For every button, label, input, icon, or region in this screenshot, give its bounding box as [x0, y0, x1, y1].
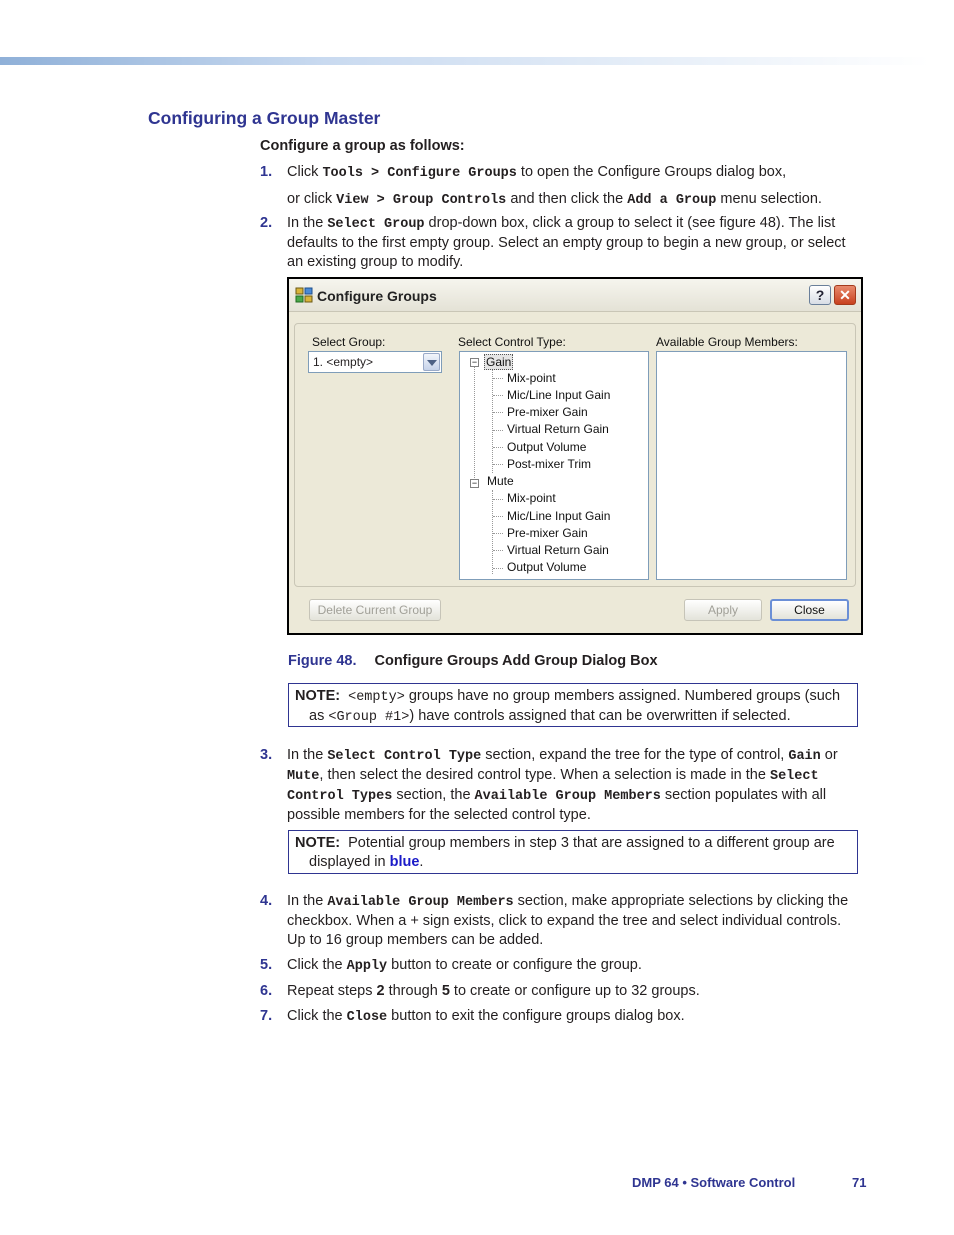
tree-branch: [493, 533, 503, 534]
figure-caption: [288, 653, 658, 669]
tree-node[interactable]: Pre-mixer Gain: [507, 526, 588, 540]
step-text: section, make appropriate selections by clicking the checkbox. When a + sign exists, click to expand the tree and select individual controls. Up to 16 group members can be added.: [287, 893, 849, 948]
tree-node[interactable]: Output Volume: [507, 560, 587, 574]
dialog-title: Configure Groups: [317, 288, 437, 304]
chevron-down-icon[interactable]: [423, 353, 440, 371]
menu-item: Add a Group: [627, 193, 717, 208]
step-number: 6.: [260, 983, 273, 999]
step-text: button to exit the configure groups dialog box.: [387, 1008, 685, 1024]
tree-node[interactable]: Mic/Line Input Gain: [507, 509, 611, 523]
tree-branch: [493, 395, 503, 396]
step-text: In the: [287, 893, 328, 909]
tree-branch: [493, 378, 503, 379]
select-group-dropdown[interactable]: [308, 351, 442, 373]
step-number: 7.: [260, 1008, 273, 1024]
step-text: to create or configure up to 32 groups.: [449, 983, 700, 999]
step-number: 1.: [260, 164, 273, 180]
step-6: [260, 982, 860, 1001]
step-text: to open the Configure Groups dialog box,: [516, 164, 787, 180]
step-2: [260, 214, 860, 272]
step-text: section, the: [392, 787, 475, 803]
step-text: and then click the: [506, 191, 628, 207]
figure-label: Figure 48.: [288, 653, 357, 669]
step-text: Click the: [287, 957, 347, 973]
blue-text: blue: [389, 854, 420, 870]
note-box-2: [288, 830, 858, 874]
tree-node[interactable]: Mix-point: [507, 371, 556, 385]
control-type-label: Select Control Type:: [458, 335, 566, 349]
step-text: Repeat steps: [287, 983, 377, 999]
step-text: or: [820, 747, 838, 763]
tree-branch: [493, 516, 503, 517]
note-text: groups have no group members assigned. Numbered groups (such as: [309, 688, 841, 724]
note-text: ) have controls assigned that can be overwritten if selected.: [409, 708, 791, 724]
close-window-button[interactable]: ✕: [834, 285, 856, 305]
note-text: .: [419, 854, 424, 870]
menu-path: View > Group Controls: [336, 193, 507, 208]
control-name: Mute: [287, 769, 320, 784]
select-group-value: 1. <empty>: [313, 355, 374, 369]
tree-guide: [474, 366, 475, 486]
header-rule: [0, 57, 930, 65]
configure-groups-dialog: [287, 277, 863, 635]
code-text: <Group #1>: [328, 710, 410, 725]
tree-branch: [493, 550, 503, 551]
step-text: button to create or configure the group.: [387, 957, 642, 973]
tree-guide: [492, 490, 493, 574]
step-number: 3.: [260, 747, 273, 763]
note-label: NOTE:: [295, 835, 341, 851]
tree-node[interactable]: Mix-point: [507, 491, 556, 505]
tree-branch: [493, 464, 503, 465]
help-button[interactable]: ?: [809, 285, 831, 305]
groups-icon: [295, 287, 313, 303]
control-name: Available Group Members: [327, 895, 514, 910]
button-name: Close: [346, 1010, 388, 1025]
tree-branch: [493, 412, 503, 413]
step-number: 5.: [260, 957, 273, 973]
available-members-list[interactable]: [656, 351, 847, 580]
members-label: Available Group Members:: [656, 335, 798, 349]
delete-group-button[interactable]: Delete Current Group: [309, 599, 441, 621]
step-text: section populates with all possible members for the selected control type.: [287, 787, 827, 823]
step-text: drop-down box, click a group to select it (see figure 48). The list defaults to the first empty group. Select an empty group to begin a new group, or select an existing group to modify.: [287, 215, 846, 270]
figure-title: Configure Groups Add Group Dialog Box: [374, 653, 658, 669]
tree-node-gain[interactable]: Gain: [486, 355, 512, 369]
note-text: Potential group members in step 3 that are assigned to a different group are displayed in: [309, 835, 835, 870]
code-text: <empty>: [348, 690, 405, 705]
page-number: 71: [852, 1175, 867, 1190]
step-number: 4.: [260, 893, 273, 909]
step-3: [260, 746, 860, 825]
control-name: Available Group Members: [474, 789, 661, 804]
step-5: [260, 956, 860, 976]
tree-branch: [493, 430, 503, 431]
control-name: Select Control Type: [327, 749, 482, 764]
collapse-icon[interactable]: −: [471, 357, 478, 367]
tree-guide: [492, 370, 493, 473]
collapse-icon[interactable]: −: [471, 478, 478, 488]
select-group-label: Select Group:: [312, 335, 386, 349]
tree-node[interactable]: Output Volume: [507, 440, 587, 454]
step-text: In the: [287, 747, 328, 763]
step-text: section, expand the tree for the type of control,: [481, 747, 789, 763]
note-box-1: [288, 683, 858, 727]
step-number: 2.: [260, 215, 273, 231]
control-type-tree[interactable]: [459, 351, 649, 580]
step-text: Click: [287, 164, 323, 180]
note-label: NOTE:: [295, 688, 341, 704]
menu-path: Tools > Configure Groups: [322, 166, 517, 181]
step-text: or click: [287, 191, 337, 207]
step-text: , then select the desired control type. When a selection is made in the: [319, 767, 770, 783]
close-button[interactable]: Close: [770, 599, 849, 621]
step-ref: 2: [376, 983, 385, 999]
control-name: Select Group: [327, 217, 425, 232]
control-name: Gain: [788, 749, 821, 764]
intro-text: Configure a group as follows:: [260, 138, 465, 154]
tree-node[interactable]: Pre-mixer Gain: [507, 405, 588, 419]
step-text: through: [384, 983, 442, 999]
tree-branch: [493, 499, 503, 500]
control-name: Select Control Types: [287, 769, 819, 804]
apply-button[interactable]: Apply: [684, 599, 762, 621]
step-text: In the: [287, 215, 328, 231]
step-text: menu selection.: [716, 191, 822, 207]
footer-doc-title: DMP 64 • Software Control: [632, 1175, 796, 1190]
step-ref: 5: [441, 983, 450, 999]
step-4: [260, 892, 860, 950]
dialog-title-bar: [289, 279, 861, 312]
tree-branch: [493, 447, 503, 448]
tree-node[interactable]: Post-mixer Trim: [507, 457, 591, 471]
tree-node[interactable]: Mic/Line Input Gain: [507, 388, 611, 402]
tree-branch: [493, 568, 503, 569]
step-7: [260, 1007, 860, 1027]
tree-node-mute[interactable]: Mute: [487, 474, 514, 488]
step-1: [260, 163, 860, 210]
section-title: Configuring a Group Master: [148, 108, 381, 128]
tree-node[interactable]: Virtual Return Gain: [507, 543, 609, 557]
tree-node[interactable]: Virtual Return Gain: [507, 422, 609, 436]
step-text: Click the: [287, 1008, 347, 1024]
button-name: Apply: [346, 959, 388, 974]
